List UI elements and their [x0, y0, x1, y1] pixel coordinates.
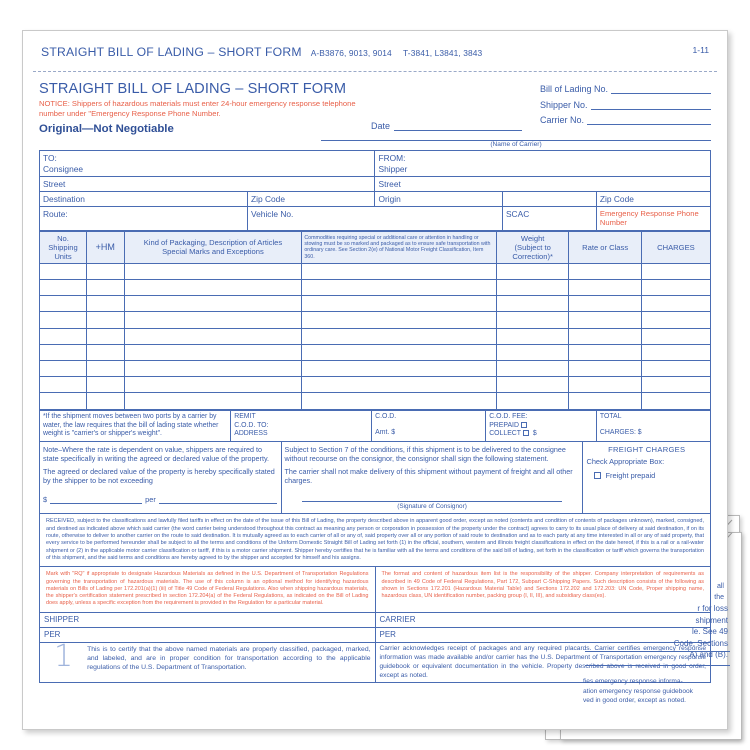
articles-cell[interactable] — [40, 377, 87, 393]
page-title: STRAIGHT BILL OF LADING – SHORT FORM — [39, 81, 347, 97]
check-box-instruction: Check Appropriate Box: — [586, 457, 665, 467]
name-of-carrier-input[interactable] — [321, 133, 711, 141]
shipper-cell[interactable] — [375, 151, 711, 177]
destination-label: Destination — [43, 194, 85, 205]
table-row — [40, 328, 711, 344]
copy-line-1: all — [716, 583, 724, 590]
articles-cell[interactable] — [569, 280, 641, 296]
articles-cell[interactable] — [124, 393, 302, 409]
cod-to-label: C.O.D. TO: — [234, 421, 269, 429]
table-row — [40, 151, 711, 177]
col-kind-line1: Kind of Packaging, Description of Articles — [143, 238, 283, 248]
vehicle-no-label: Vehicle No. — [251, 209, 294, 220]
col-units-line1: No. — [57, 233, 69, 243]
articles-cell[interactable] — [86, 377, 124, 393]
articles-cell[interactable] — [569, 361, 641, 377]
address-label: ADDRESS — [234, 430, 268, 438]
articles-cell[interactable] — [496, 263, 568, 279]
copy-bottom-text — [583, 677, 733, 706]
copy-bottom-line-1: fies emergency response informa- — [583, 678, 683, 685]
street-label: Street — [43, 179, 66, 190]
bol-no-label: Bill of Lading No. — [540, 84, 609, 94]
remit-cod-cell[interactable] — [231, 410, 372, 442]
col-weight-line3: Correction)* — [512, 251, 553, 261]
total-charges-cell[interactable] — [596, 410, 710, 442]
stub-code-1: A-B3876, 9013, 9014 — [310, 48, 392, 58]
articles-cell[interactable] — [496, 361, 568, 377]
articles-cell[interactable] — [496, 280, 568, 296]
articles-cell[interactable] — [641, 296, 710, 312]
articles-cell[interactable] — [86, 280, 124, 296]
collect-checkbox[interactable] — [523, 430, 529, 436]
articles-cell[interactable] — [40, 296, 87, 312]
articles-cell[interactable] — [569, 263, 641, 279]
origin-label: Origin — [378, 194, 401, 205]
hazmat-notice: NOTICE: Shippers of hazardous materials must enter 24-hour emergency response telephone number under "Emergency Response Phone Number. — [39, 99, 356, 119]
freight-prepaid-checkbox[interactable] — [594, 472, 601, 479]
table-row — [40, 410, 711, 442]
articles-cell[interactable] — [302, 296, 497, 312]
articles-cell[interactable] — [641, 361, 710, 377]
hazmat-note-right: The format and content of hazardous item list is the responsibility of the shipper. Company interpretation of requirements as described in 49 Code of Federal Regulations, Part 172, Subpart C-Shipping Papers. Such description consists of the following as shown in Sections 172.201 (Hazardous Material Table) and Sections 172.202 and 172.203: UN Code, Proper shipping name, hazardous class, UN identification number, packing group (I, II, III), and subsidiary class(es). — [375, 567, 711, 612]
articles-body — [40, 263, 711, 409]
scac-label: SCAC — [505, 209, 530, 220]
carrier-label: CARRIER — [379, 614, 416, 624]
articles-cell[interactable] — [86, 263, 124, 279]
articles-cell[interactable] — [496, 312, 568, 328]
prepaid-row[interactable] — [489, 422, 593, 431]
table-row — [40, 280, 711, 296]
articles-cell[interactable] — [40, 361, 87, 377]
consignee-label: Consignee — [43, 163, 84, 174]
cod-amount-cell[interactable] — [372, 410, 486, 442]
cod-amt-label: Amt. $ — [375, 428, 396, 436]
table-row — [40, 393, 711, 409]
col-units-line3: Units — [54, 251, 72, 261]
cod-label: C.O.D. — [375, 413, 397, 421]
street-from-cell[interactable] — [375, 177, 711, 192]
freight-prepaid-row[interactable] — [586, 471, 707, 480]
shipper-label: Shipper — [378, 163, 408, 174]
to-label: TO: — [43, 153, 57, 164]
articles-table — [39, 231, 711, 410]
articles-cell[interactable] — [569, 344, 641, 360]
table-row — [40, 442, 711, 514]
table-row — [40, 207, 711, 230]
origin-cell[interactable] — [375, 192, 502, 207]
table-row — [40, 377, 711, 393]
form-header — [39, 81, 711, 135]
articles-cell[interactable] — [302, 312, 497, 328]
articles-cell[interactable] — [40, 263, 87, 279]
cod-fee-label: C.O.D. FEE: — [489, 413, 528, 421]
articles-cell[interactable] — [302, 263, 497, 279]
consignor-signature-caption: (Signature of Consignor) — [397, 502, 467, 510]
cod-fee-cell[interactable] — [486, 410, 597, 442]
table-row — [40, 296, 711, 312]
per-label-carrier: PER — [379, 630, 396, 640]
articles-cell[interactable] — [124, 263, 302, 279]
table-row — [40, 312, 711, 328]
freight-prepaid-label: Freight prepaid — [605, 470, 656, 480]
from-label: FROM: — [378, 153, 406, 164]
articles-cell[interactable] — [124, 312, 302, 328]
shipper-no-input[interactable] — [591, 100, 711, 110]
copy-line-2: the — [714, 593, 724, 601]
articles-cell[interactable] — [569, 377, 641, 393]
zip-dest-cell[interactable] — [248, 192, 375, 207]
articles-cell[interactable] — [641, 328, 710, 344]
route-label: Route: — [43, 209, 68, 220]
dollar-sign: $ — [43, 494, 48, 504]
ports-note: *If the shipment moves between two ports by a carrier by water, the law requires that the bill of lading state whether weight is "carrier's or shipper's weight". — [43, 413, 219, 438]
per-unit-input[interactable] — [159, 495, 277, 504]
route-cell[interactable] — [40, 207, 248, 230]
articles-header-row — [40, 231, 711, 263]
rate-note-2: The agreed or declared value of the property is hereby specifically stated by the shipper to be not exceeding — [43, 466, 275, 485]
copy-exposed-text — [612, 582, 724, 604]
articles-cell[interactable] — [40, 312, 87, 328]
shipper-no-label: Shipper No. — [540, 99, 588, 110]
copy-line-4: shipment — [695, 615, 728, 625]
shipper-certification-text: This is to certify that the above named materials are properly classified, packaged, marked, and labeled, and are in proper condition for transportation according to the applicable regulations of the U.S. Department of Transportation. — [87, 646, 371, 672]
vehicle-no-cell[interactable] — [248, 207, 503, 230]
articles-cell[interactable] — [641, 280, 710, 296]
zip-code-label: Zip Code — [251, 194, 285, 205]
declared-value-input[interactable] — [50, 495, 142, 504]
prepaid-checkbox[interactable] — [521, 422, 527, 428]
total-charges-label: CHARGES: $ — [599, 428, 642, 436]
articles-cell[interactable] — [569, 393, 641, 409]
articles-cell[interactable] — [569, 328, 641, 344]
street-to-cell[interactable] — [40, 177, 375, 192]
articles-cell[interactable] — [40, 280, 87, 296]
articles-cell[interactable] — [40, 393, 87, 409]
shipper-certification-cell — [40, 639, 376, 683]
table-row — [40, 263, 711, 279]
articles-cell[interactable] — [86, 328, 124, 344]
col-weight-line1: Weight — [520, 233, 545, 243]
destination-cell[interactable] — [40, 192, 248, 207]
articles-cell[interactable] — [496, 377, 568, 393]
col-rate-or-class: Rate or Class — [569, 231, 641, 263]
carrier-no-label: Carrier No. — [540, 115, 585, 125]
per-label: per — [145, 494, 156, 504]
zip-origin-cell-spacer[interactable] — [502, 192, 596, 207]
articles-cell[interactable] — [40, 344, 87, 360]
stub-title: STRAIGHT BILL OF LADING – SHORT FORM — [41, 45, 302, 59]
articles-cell[interactable] — [302, 377, 497, 393]
address-grid — [39, 150, 711, 230]
shipper-label: SHIPPER — [44, 614, 80, 624]
consignor-signature-input[interactable] — [302, 493, 562, 502]
articles-cell[interactable] — [124, 377, 302, 393]
copy-line-3: r for loss — [697, 604, 728, 613]
copy-line-7: A) and (B). — [689, 650, 728, 660]
articles-cell[interactable] — [641, 312, 710, 328]
articles-cell[interactable] — [496, 393, 568, 409]
articles-cell[interactable] — [124, 328, 302, 344]
articles-cell[interactable] — [86, 296, 124, 312]
table-row — [40, 177, 711, 192]
received-terms-paragraph: RECEIVED, subject to the classifications and lawfully filed tariffs in effect on the date of the issue of this Bill of Lading, the property described above in apparent good order, except as noted (contents and condition of contents of packages unknown), marked, consigned, and destined as indicated above which said carrier (the word carrier being understood throughout this contract as meaning any person or corporation in possession of the property under the contract) agrees to carry to its usual place of delivery at said destination, if on its route, otherwise to deliver to another carrier on the route to said destination. It is mutually agreed as to each carrier of all or any of, said property over all or any portion of said route to destination and as to each party at any time interested in all or any of said property, that every service to be performed hereunder shall be subject to all the terms and conditions of the Uniform Domestic Straight Bill of Lading set forth (1) in the official, southern, western and illinois freight classifications in effect on the date hereof, if this is a rail or a rail-water shipment or (2) in the applicable motor carrier classification or tariff, if this is a motor carrier shipment. Shipper hereby certifies that he is familiar with all the terms and conditions of the said bill of lading, set forth in the classification or tariff which governs the transportation of this shipment, and the said terms and conditions are hereby agreed to by the shipper and accepted for himself and his assigns. — [39, 514, 711, 567]
table-row — [40, 344, 711, 360]
copy-line-6: Code, Sections — [673, 638, 728, 648]
col-weight — [496, 231, 568, 263]
articles-cell[interactable] — [641, 393, 710, 409]
articles-cell[interactable] — [124, 361, 302, 377]
date-input[interactable] — [394, 121, 522, 131]
total-label: TOTAL — [599, 413, 622, 421]
rate-note-1: Note–Where the rate is dependent on value, shippers are required to state specifically in writing the agreed or declared value of the property. — [43, 444, 269, 463]
copy-line-5: le. See 49 — [691, 627, 728, 637]
articles-cell[interactable] — [124, 344, 302, 360]
col-units-line2: Shipping — [48, 242, 78, 252]
freight-charges-cell — [583, 442, 711, 514]
table-row — [40, 192, 711, 207]
shipper-per-cell[interactable] — [40, 628, 376, 643]
section7-note-2: The carrier shall not make delivery of this shipment without payment of freight and all other charges. — [284, 466, 573, 485]
articles-cell[interactable] — [496, 344, 568, 360]
date-label: Date — [371, 120, 391, 131]
section7-note-1: Subject to Section 7 of the conditions, if this shipment is to be delivered to the consignee without recourse on the consignor, the consignor shall sign the following statement. — [284, 444, 566, 463]
per-label-shipper: PER — [44, 630, 61, 640]
erpn-cell[interactable] — [596, 207, 710, 230]
articles-cell[interactable] — [302, 328, 497, 344]
articles-cell[interactable] — [302, 344, 497, 360]
table-row — [40, 361, 711, 377]
form-stub — [23, 31, 727, 67]
col-kind-of-packaging — [124, 231, 302, 263]
col-commodities-note: Commodities requiring special or additional care or attention in handling or stowing must be so marked and packaged as to ensure safe transportation with ordinary care. See Section 2(e) of National Motor Freight Classification, Item 360. — [302, 231, 497, 263]
articles-cell[interactable] — [496, 296, 568, 312]
zip-origin-cell[interactable] — [596, 192, 710, 207]
articles-cell[interactable] — [86, 361, 124, 377]
articles-cell[interactable] — [569, 312, 641, 328]
freight-charges-title: FREIGHT CHARGES — [608, 444, 686, 454]
shipper-signature-cell[interactable] — [40, 613, 376, 628]
declared-value-cell — [40, 442, 282, 514]
carrier-acknowledgement-text: Carrier acknowledges receipt of packages and any required placards. Carrier certifies emergency response information was made available and/or carrier has the U.S. Department of Transportation emergency response guidebook or equivalent documentation in the vehicle. Property described above is received in good order, except as noted. — [379, 645, 706, 679]
articles-cell[interactable] — [40, 328, 87, 344]
col-kind-line2: Special Marks and Exceptions — [162, 247, 264, 257]
remit-label: REMIT — [234, 413, 256, 421]
copy-bottom-line-3: ved in good order, except as noted. — [583, 697, 687, 705]
street-label-2: Street — [378, 179, 401, 190]
col-weight-line2: (Subject to — [514, 242, 551, 252]
prepaid-label: PREPAID — [489, 421, 519, 429]
copy-bottom-line-2: ation emergency response guidebook — [583, 687, 693, 695]
emergency-response-phone-label: Emergency Response Phone Number — [599, 209, 699, 228]
copy-rules — [585, 640, 730, 666]
ports-note-cell — [40, 410, 231, 442]
conditions-grid — [39, 442, 711, 514]
articles-cell[interactable] — [302, 280, 497, 296]
cod-totals-grid — [39, 410, 711, 443]
collect-label: COLLECT — [489, 430, 521, 438]
col-shipping-units — [40, 231, 87, 263]
scac-cell[interactable] — [502, 207, 596, 230]
articles-cell[interactable] — [86, 312, 124, 328]
articles-cell[interactable] — [496, 328, 568, 344]
original-not-negotiable-label: Original—Not Negotiable — [39, 123, 174, 136]
zip-code-label-2: Zip Code — [599, 194, 634, 205]
consignee-cell[interactable] — [40, 151, 375, 177]
bol-no-input[interactable] — [611, 84, 711, 94]
col-charges: CHARGES — [641, 231, 710, 263]
hazmat-note-left: Mark with "RQ" if appropriate to designate Hazardous Materials as defined in the U.S. Department of Transportation Regulations governing the transportation of hazardous materials. The use of this column is an optional method for identifying hazardous materials on Bills of Lading per 172.201(a)(1) (iii) of Title 49 Code of Federal Regulations. Also when shipping hazardous materials, the shipper's certification statement prescribed in section 172.204(a) of the Federal Regulations, as indicated on the Bill of Lading does apply, unless a specific exception from the requirement is provided in the Regulation for a particular material. — [40, 567, 376, 612]
stub-code-2: T-3841, L3841, 3843 — [403, 48, 483, 58]
collect-row[interactable] — [489, 430, 593, 439]
copy-number-badge: 1 — [54, 639, 74, 675]
articles-cell[interactable] — [124, 280, 302, 296]
name-of-carrier-caption: (Name of Carrier) — [490, 141, 542, 149]
section7-cell — [281, 442, 583, 514]
articles-cell[interactable] — [302, 361, 497, 377]
stub-page-code: 1-11 — [692, 45, 709, 55]
articles-cell[interactable] — [641, 263, 710, 279]
carrier-no-input[interactable] — [587, 115, 711, 125]
cod-fee-amount: $ — [532, 430, 537, 438]
col-hm: +HM — [86, 231, 124, 263]
articles-cell[interactable] — [124, 296, 302, 312]
articles-cell[interactable] — [86, 344, 124, 360]
articles-cell[interactable] — [86, 393, 124, 409]
articles-cell[interactable] — [569, 296, 641, 312]
articles-cell[interactable] — [641, 344, 710, 360]
articles-cell[interactable] — [641, 377, 710, 393]
articles-cell[interactable] — [302, 393, 497, 409]
